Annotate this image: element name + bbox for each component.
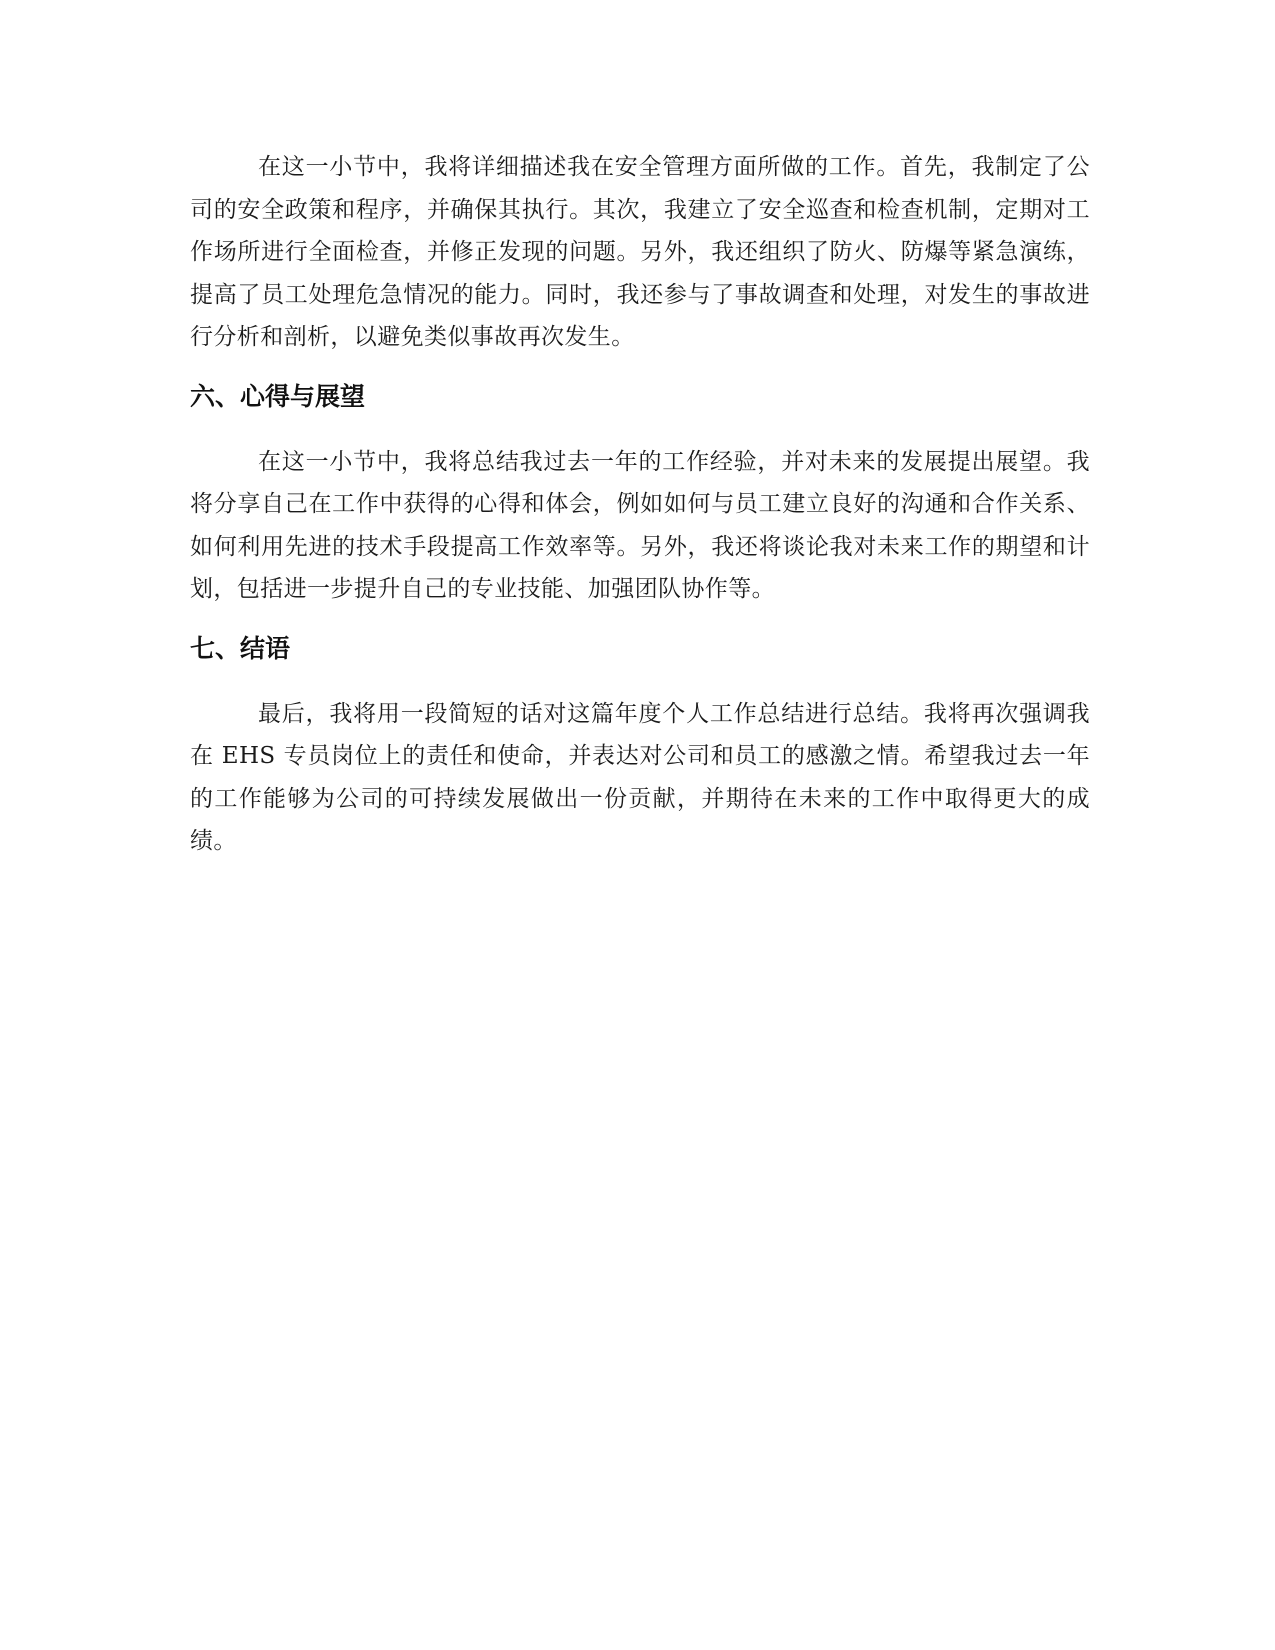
paragraph-conclusion: 最后，我将用一段简短的话对这篇年度个人工作总结进行总结。我将再次强调我在 EHS 专员岗位上的责任和使命，并表达对公司和员工的感激之情。希望我过去一年的工作能够为公司的可持续发展做出一份贡献，并期待在未来的工作中取得更大的成绩。 [190, 700, 1090, 854]
heading-insights-outlook: 六、心得与展望 [190, 381, 366, 411]
paragraph-safety-management: 在这一小节中，我将详细描述我在安全管理方面所做的工作。首先，我制定了公司的安全政策和程序，并确保其执行。其次，我建立了安全巡查和检查机制，定期对工作场所进行全面检查，并修正发现的问题。另外，我还组织了防火、防爆等紧急演练，提高了员工处理危急情况的能力。同时，我还参与了事故调查和处理，对发生的事故进行分析和剖析，以避免类似事故再次发生。 [190, 154, 1090, 350]
paragraph-insights-outlook: 在这一小节中，我将总结我过去一年的工作经验，并对未来的发展提出展望。我将分享自己在工作中获得的心得和体会，例如如何与员工建立良好的沟通和合作关系、如何利用先进的技术手段提高工作效率等。另外，我还将谈论我对未来工作的期望和计划，包括进一步提升自己的专业技能、加强团队协作等。 [190, 448, 1090, 602]
heading-conclusion: 七、结语 [190, 633, 291, 663]
document-page [190, 138, 1090, 863]
